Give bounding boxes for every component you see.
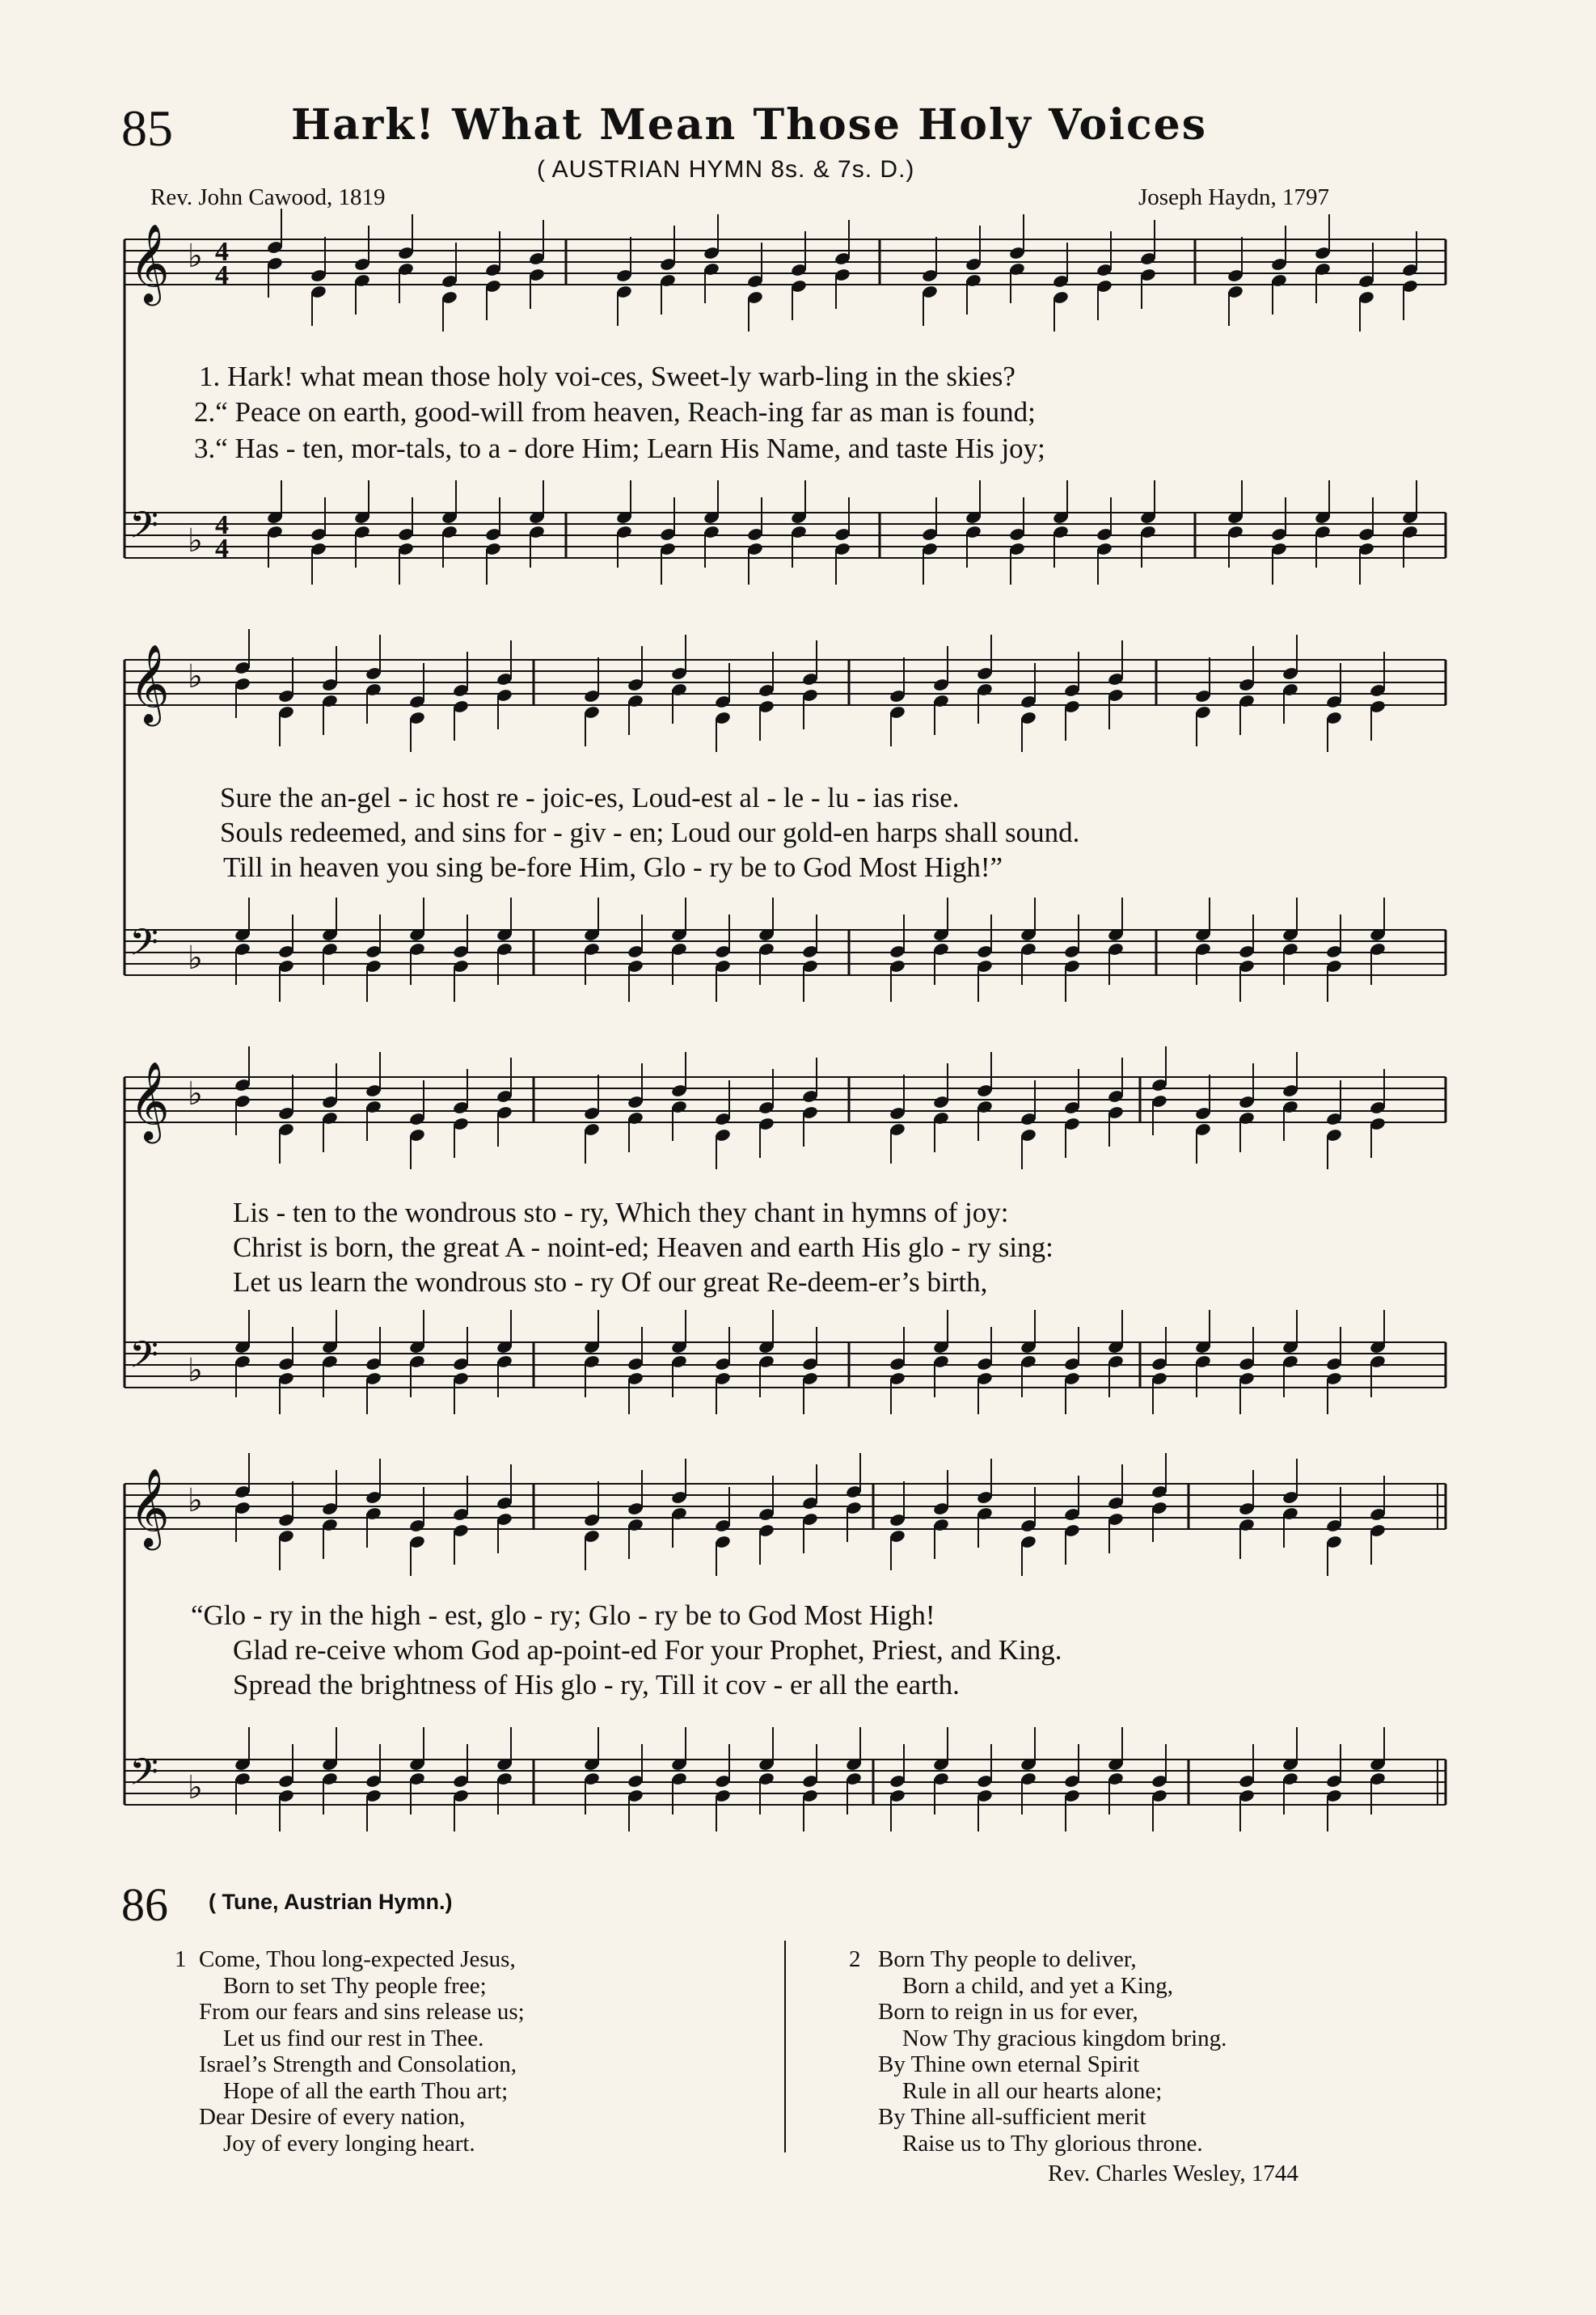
column-divider	[784, 1941, 786, 2152]
lyric-line: Sure the an-gel - ic host re - joic-es, Loud-est al - le - lu - ias rise.	[220, 782, 960, 813]
tune-name: ( AUSTRIAN HYMN 8s. & 7s. D.)	[537, 156, 915, 183]
key-signature-flat: ♭	[188, 1075, 203, 1113]
lyric-line: Glad re-ceive whom God ap-point-ed For your Prophet, Priest, and King.	[233, 1634, 1062, 1666]
verse-line: Let us find our rest in Thee.	[223, 2025, 484, 2051]
stanza-2	[878, 1946, 1227, 2157]
bass-clef: 𝄢	[129, 1751, 159, 1803]
verse-line: By Thine own eternal Spirit	[878, 2051, 1140, 2077]
bass-clef: 𝄢	[129, 921, 159, 974]
verse-line: Born a child, and yet a King,	[902, 1972, 1174, 1999]
lyric-line: Till in heaven you sing be-fore Him, Glo - ry be to God Most High!”	[223, 851, 1003, 883]
composer-credit: Joseph Haydn, 1797	[1138, 184, 1330, 210]
verse-line: Israel’s Strength and Consolation,	[199, 2051, 517, 2077]
verse-line: Dear Desire of every nation,	[199, 2104, 466, 2130]
key-signature-flat: ♭	[188, 1352, 203, 1389]
stanza-number: 2	[849, 1946, 861, 1972]
lyric-line: 1. Hark! what mean those holy voi-ces, Sweet-ly warb-ling in the skies?	[199, 361, 1015, 392]
treble-clef: 𝄞	[129, 1468, 170, 1547]
stanza-1	[199, 1946, 525, 2157]
lyric-line: 3.“ Has - ten, mor-tals, to a - dore Him; Learn His Name, and taste His joy;	[194, 433, 1045, 464]
lyric-line: “Glo - ry in the high - est, glo - ry; Glo - ry be to God Most High!	[191, 1599, 935, 1631]
verse-line: By Thine all-sufficient merit	[878, 2104, 1146, 2130]
second-hymn-author: Rev. Charles Wesley, 1744	[1048, 2161, 1298, 2186]
bass-clef: 𝄢	[129, 1333, 159, 1386]
lyric-line: Let us learn the wondrous sto - ry Of our great Re-deem-er’s birth,	[233, 1266, 988, 1298]
lyric-line: Christ is born, the great A - noint-ed; Heaven and earth His glo - ry sing:	[233, 1231, 1053, 1263]
verse-line: Rule in all our hearts alone;	[902, 2077, 1163, 2104]
treble-clef: 𝄞	[129, 644, 170, 723]
verse-line: Now Thy gracious kingdom bring.	[902, 2025, 1227, 2051]
bass-clef: 𝄢	[129, 504, 159, 556]
verse-line: Joy of every longing heart.	[223, 2130, 475, 2157]
time-signature-bottom: 4	[215, 260, 229, 290]
lyric-line: Lis - ten to the wondrous sto - ry, Which they chant in hymns of joy:	[233, 1197, 1009, 1228]
key-signature-flat: ♭	[188, 940, 203, 977]
hymn-title: Hark! What Mean Those Holy Voices	[291, 100, 1208, 150]
lyric-line: Spread the brightness of His glo - ry, Till it cov - er all the earth.	[233, 1669, 960, 1700]
time-signature-bottom: 4	[215, 534, 229, 564]
key-signature-flat: ♭	[188, 1482, 203, 1519]
verse-line: Born Thy people to deliver,	[878, 1946, 1137, 1972]
time-signature-top: 4	[215, 237, 229, 267]
verse-line: Raise us to Thy glorious throne.	[902, 2130, 1203, 2157]
verse-line: Come, Thou long-expected Jesus,	[199, 1946, 516, 1972]
verse-line: Hope of all the earth Thou art;	[223, 2077, 509, 2104]
key-signature-flat: ♭	[188, 658, 203, 695]
stanza-number: 1	[175, 1946, 187, 1972]
verse-line: From our fears and sins release us;	[199, 1999, 525, 2025]
verse-line: Born to reign in us for ever,	[878, 1999, 1138, 2025]
key-signature-flat: ♭	[188, 1769, 203, 1806]
author-credit: Rev. John Cawood, 1819	[150, 184, 386, 210]
key-signature-flat: ♭	[188, 238, 203, 275]
key-signature-flat: ♭	[188, 522, 203, 560]
treble-clef: 𝄞	[129, 1061, 170, 1140]
treble-clef: 𝄞	[129, 223, 170, 302]
second-hymn-tune-label: ( Tune, Austrian Hymn.)	[209, 1890, 453, 1914]
lyric-line: 2.“ Peace on earth, good-will from heaven, Reach-ing far as man is found;	[194, 396, 1036, 428]
verse-line: Born to set Thy people free;	[223, 1972, 487, 1999]
second-hymn-number: 86	[121, 1878, 168, 1931]
lyric-line: Souls redeemed, and sins for - giv - en; Loud our gold-en harps shall sound.	[220, 817, 1080, 848]
hymn-number: 85	[121, 99, 173, 157]
time-signature-top: 4	[215, 510, 229, 540]
